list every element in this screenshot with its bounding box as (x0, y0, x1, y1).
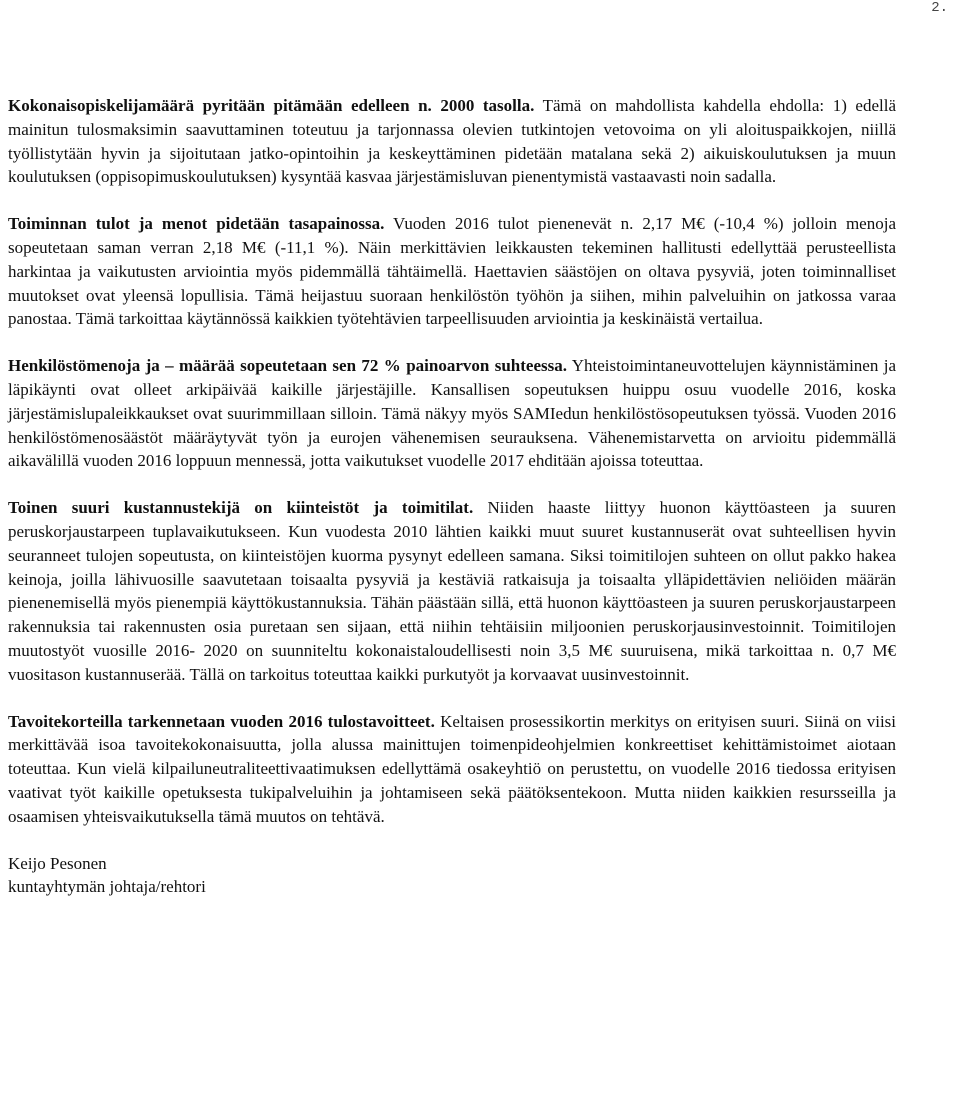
paragraph-facilities (8, 496, 896, 686)
paragraph-target-cards (8, 710, 896, 829)
paragraph-personnel-costs (8, 354, 896, 473)
signature-block (8, 852, 896, 900)
signature-title: kuntayhtymän johtaja/rehtori (8, 877, 206, 897)
paragraph-lead: Kokonaisopiskelijamäärä pyritään pitämään edelleen n. 2000 tasolla. (8, 96, 535, 115)
paragraph-text: Niiden haaste liittyy huonon käyttöasteen ja suuren peruskorjaustarpeen tuplavaikutukseen. Kun vuodesta 2010 lähtien kaikki muut suuret kustannuserät ovat suhteellisen hyvin seuranneet tulojen sopeutusta, on kiinteistöjen kuorma pysynyt edelleen samana. Siksi toimitilojen suhteen on ollut pakko hakea keinoja, joilla lähivuosille saavutetaan toisaalta pysyviä ja kestäviä ratkaisuja ja toisaalta ylläpidettävien neliöiden määrän pienenemisellä myös pienempiä käyttökustannuksia. Tähän päästään sillä, että huonon käyttöasteen ja suuren peruskorjaustarpeen rakennuksia tai rakennusten osia puretaan sen sijaan, että niihin tehtäisiin miljoonien peruskorjausinvestoinnit. Toimitilojen muutostyöt vuosille 2016- 2020 on suunniteltu kokonaistaloudellisesti noin 3,5 M€ suuruisena, mikä tarkoittaa n. 0,7 M€ vuositason kustannuserää. Tällä on tarkoitus toteuttaa kaikki purkutyöt ja korvaavat uusinvestoinnit. (8, 498, 896, 684)
paragraph-text: Keltaisen prosessikortin merkitys on erityisen suuri. Siinä on viisi merkittävää isoa tavoitekokonaisuutta, jolla alussa mainittujen toimenpideohjelmien konkreettiset kehittämistoimet aiotaan toteuttaa. Kun vielä kilpailuneutraliteettivaatimuksen edellyttämä osakeyhtiö on perustettu, on vuodelle 2016 tiedossa erityisen vaativat työt kaikille opetuksesta tukipalveluihin ja johtamiseen sekä päätöksentekoon. Mutta niiden kaikkien resursseilla ja osaamisen yhteisvaikutuksella tämä muutos on tehtävä. (8, 711, 897, 826)
page-number: 2. (931, 0, 948, 16)
paragraph-lead: Tavoitekorteilla tarkennetaan vuoden 2016 tulostavoitteet. (8, 711, 435, 731)
paragraph-text: Vuoden 2016 tulot pienenevät n. 2,17 M€ (-10,4 %) jolloin menoja sopeutetaan saman verran 2,18 M€ (-11,1 %). Näin merkittävien leikkausten tekeminen hallitusti edellyttää perusteellista harkintaa ja vaikutusten arviointia myös pidemmällä tähtäimellä. Haettavien säästöjen on oltava pysyviä, joten toiminnalliset muutokset ovat yleensä lopullisia. Tämä heijastuu suoraan henkilöstön työhön ja siihen, mihin palveluihin on jatkossa varaa panostaa. Tämä tarkoittaa käytännössä kaikkien työtehtävien tarpeellisuuden arviointia ja keskinäistä vertailua. (8, 214, 896, 329)
paragraph-student-numbers (8, 94, 896, 189)
paragraph-lead: Toinen suuri kustannustekijä on kiinteistöt ja toimitilat. (8, 498, 474, 518)
paragraph-income-expenses (8, 212, 896, 331)
document-body (8, 94, 896, 899)
paragraph-lead: Henkilöstömenoja ja – määrää sopeutetaan sen 72 % painoarvon suhteessa. (8, 356, 567, 376)
paragraph-lead: Toiminnan tulot ja menot pidetään tasapainossa. (8, 214, 385, 234)
paragraph-text: Tämä on mahdollista kahdella ehdolla: 1) edellä mainitun tulosmaksimin saavuttaminen toteutuu ja tarjonnassa olevien tutkintojen vetovoima on yli aloituspaikkojen, niillä työllistytään hyvin ja sijoitutaan jatko-opintoihin ja keskeyttäminen pidetään matalana sekä 2) aikuiskoulutuksen ja muun koulutuksen (oppisopimuskoulutuksen) kysyntää kasvaa järjestämisluvan pienentymistä vastaavasti noin sadalla. (8, 96, 896, 187)
paragraph-text: Yhteistoimintaneuvottelujen käynnistäminen ja läpikäynti ovat olleet arkipäivää kaikille järjestäjille. Kansallisen sopeutuksen huippu osuu vuodelle 2016, koska järjestämislupaleikkaukset ovat suurimmillaan silloin. Tämä näkyy myös SAMIedun henkilöstösopeutuksen työssä. Vuoden 2016 henkilöstömenosäästöt määräytyvät työn ja eurojen vähenemisen seurauksena. Vähenemistarvetta on arvioitu pidemmällä aikavälillä vuoden 2016 loppuun mennessä, jotta vaikutukset vuodelle 2017 ehditään ajoissa toteuttaa. (8, 356, 897, 471)
signature-name: Keijo Pesonen (8, 853, 107, 873)
